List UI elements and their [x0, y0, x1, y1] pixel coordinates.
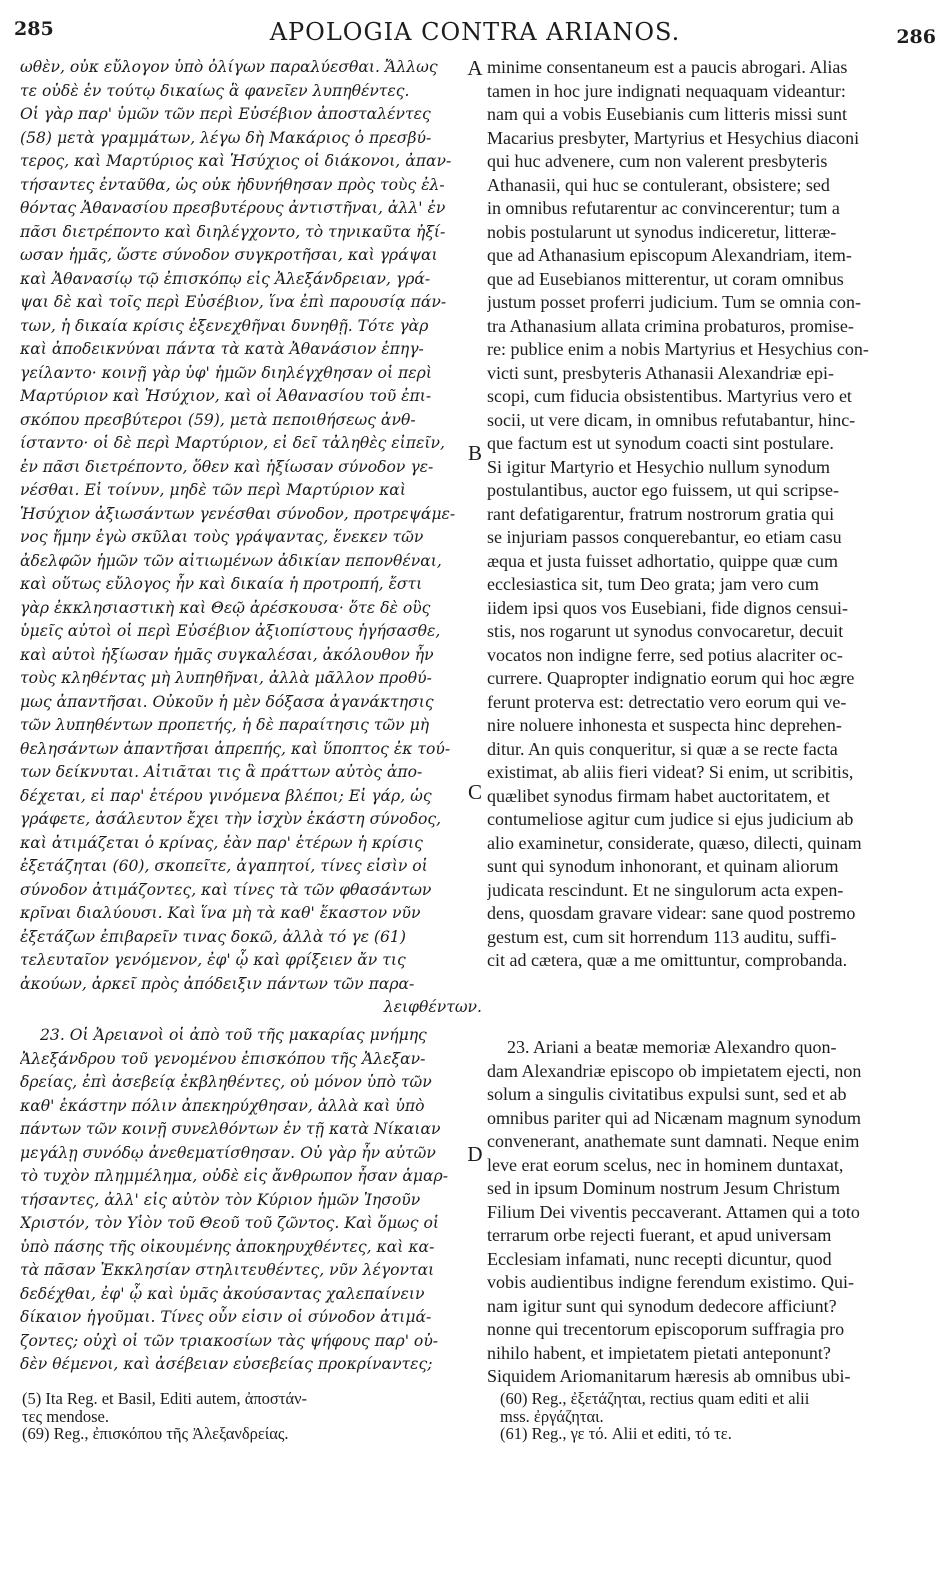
latin-text-line: Siquidem Ariomanitarum hæresis ab omnibus ubi-: [487, 1366, 851, 1386]
latin-text-line: leve erat eorum scelus, nec in hominem duntaxat,: [487, 1154, 844, 1175]
greek-text-line: των, ἡ δικαία κρίσις ἐξενεχθῆναι δυνηθῇ. Τότε γὰρ: [20, 316, 429, 335]
greek-text-line: καθ' ἑκάστην πόλιν ἀπεκηρύχθησαν, ἀλλὰ καὶ ὑπὸ: [20, 1096, 425, 1115]
greek-text-line: τήσαντες ἐνταῦθα, ὡς οὐκ ἠδυνήθησαν πρὸς τοὺς ἐλ-: [20, 175, 445, 194]
greek-text-line: καὶ αὐτοὶ ἠξίωσαν ἡμᾶς συγκαλέσαι, ἀκόλουθον ἦν: [20, 645, 434, 664]
greek-text-line: τε οὐδὲ ἐν τούτῳ δικαίως ἃ φανεῖεν λυπηθέντες.: [20, 81, 410, 100]
greek-text-line: καὶ ἀτιμάζεται ὁ κρίνας, ἐὰν παρ' ἑτέρων ἡ κρίσις: [20, 833, 423, 852]
latin-text-line: currere. Quapropter indignatio eorum qui hoc ægre: [487, 668, 855, 688]
greek-text-line: θελησάντων ἀπαντῆσαι ἀπρεπής, καὶ ὕποπτος ἐκ τού-: [20, 739, 451, 758]
latin-text-line: contumeliose agitur cum judice si ejus judicium ab: [487, 809, 854, 829]
greek-text-line: μως ἀπαντῆσαι. Οὐκοῦν ἡ μὲν δόξασα ἀγανάκτησις: [20, 692, 434, 711]
greek-text-line: ἐξετάζων ἐπιβαρεῖν τινας δοκῶ, ἀλλὰ τό γε (61): [20, 927, 406, 946]
greek-text-line: τελευταῖον γενόμενον, ἐφ' ᾧ καὶ φρίξειεν ἄν τις: [20, 951, 406, 969]
latin-text-line: omnibus pariter qui ad Nicænam magnum synodum: [487, 1107, 861, 1128]
latin-text-line: iidem ipsi quos vos Eusebiani, fide dignos censui-: [487, 597, 848, 618]
greek-text-line: Ἀλεξάνδρου τοῦ γενομένου ἐπισκόπου τῆς Ἀλεξαν-: [20, 1049, 426, 1068]
greek-text-line: των δείκνυται. Αἰτιᾶται τις ἃ πράττων αὐτὸς ἀπο-: [20, 763, 423, 781]
greek-text-line: δεδέχθαι, ἐφ' ᾧ καὶ ὑμᾶς ἀκούσαντας χαλεπαίνειν: [20, 1284, 425, 1303]
greek-text-line: μεγάλῃ συνόδῳ ἀνεθεματίσθησαν. Οὐ γὰρ ἦν αὐτῶν: [20, 1143, 436, 1162]
latin-text-line: socii, ut vere dicam, in omnibus refutabantur, hinc-: [487, 409, 856, 430]
running-title: APOLOGIA CONTRA ARIANOS.: [269, 18, 681, 46]
greek-text-line: (58) μετὰ γραμμάτων, λέγω δὴ Μακάριος ὁ πρεσβύ-: [20, 128, 432, 147]
latin-text-line: nam igitur sunt qui synodum dedecore afficiunt?: [487, 1295, 837, 1316]
greek-text-line: τοὺς κληθέντας μὴ λυπηθῆναι, ἀλλὰ μᾶλλον προθύ-: [20, 669, 432, 687]
greek-text-line: Μαρτύριον καὶ Ἡσύχιον, καὶ οἱ Ἀθανασίου τοῦ ἐπι-: [20, 387, 432, 405]
latin-text-line: nonne qui trecentorum episcoporum suffragia pro: [487, 1319, 845, 1339]
latin-text-line: vocatos non indigne ferre, sed potius alacriter oc-: [487, 644, 843, 665]
greek-text-line: ωσαν ἡμᾶς, ὥστε σύνοδον συγκροτῆσαι, καὶ γράψαι: [20, 246, 438, 264]
greek-text-line: σύνοδον ἀτιμάζοντες, καὶ τίνες τὰ τῶν φθασάντων: [20, 880, 432, 899]
latin-text-line: tamen in hoc jure indignati nequaquam videantur:: [487, 80, 846, 101]
greek-text-line: ὑπὸ πάσης τῆς οἰκουμένης ἀποκηρυχθέντες, καὶ κα-: [20, 1237, 435, 1256]
latin-text-line: 23. Ariani a beatæ memoriæ Alexandro quon-: [507, 1037, 837, 1057]
greek-text-line: 23. Οἱ Ἀρειανοὶ οἱ ἀπὸ τοῦ τῆς μακαρίας μνήμης: [40, 1026, 427, 1044]
greek-text-line: τερος, καὶ Μαρτύριος καὶ Ἡσύχιος οἱ διάκονοι, ἀπαν-: [20, 152, 452, 170]
latin-text-line: postulantibus, auctor ego fuissem, ut qui scripse-: [487, 480, 839, 500]
latin-text-line: terrarum orbe rejecti fuerant, et apud universam: [487, 1225, 832, 1245]
greek-column-top: [20, 56, 482, 1024]
latin-text-line: judicata rescindunt. Et ne singulorum acta expen-: [487, 879, 844, 900]
latin-text-line: nobis postularunt ut synodus indiceretur, litteræ-: [487, 221, 837, 242]
latin-text-line: dens, quosdam gravare videar: sane quod postremo: [487, 903, 856, 923]
margin-letter-d: D: [467, 1142, 483, 1166]
latin-text-line: gestum est, cum sit horrendum 113 auditu, suffi-: [487, 926, 837, 947]
latin-text-line: justum posset proferri judicium. Tum se omnia con-: [487, 292, 861, 312]
footnote-line: (60) Reg., ἐξετάζηται, rectius quam editi et alii: [500, 1390, 810, 1408]
greek-text-line: γὰρ ἐκκλησιαστικὴ καὶ Θεῷ ἀρέσκουσα· ὅτε δὲ οὓς: [20, 598, 431, 617]
latin-text-line: sunt qui synodum inhonorant, et quinam aliorum: [487, 856, 839, 876]
page-number-left: 285: [14, 18, 54, 40]
greek-text-line: ἀδελφῶν ἡμῶν τῶν αἰτιωμένων ἀδικίαν πεπονθέναι,: [20, 551, 442, 570]
greek-text-line: δέχεται, εἰ παρ' ἑτέρου γινόμενα βλέποι; Εἰ γάρ, ὡς: [20, 786, 432, 805]
latin-text-line: sed in ipsum Dominum nostrum Jesum Christum: [487, 1178, 841, 1198]
greek-text-line: τὸ τυχὸν πλημμέλημα, οὐδὲ εἰς ἄνθρωπον ἦσαν ἁμαρ-: [20, 1167, 448, 1185]
greek-text-line: καὶ ἀποδεικνύναι πάντα τὰ κατὰ Ἀθανάσιον ἐπηγ-: [20, 340, 424, 358]
greek-text-line: σκόπου πρεσβύτεροι (59), μετὰ πεποιθήσεως ἀνθ-: [20, 410, 416, 429]
latin-text-line: Si igitur Martyrio et Hesychio nullum synodum: [487, 456, 830, 477]
greek-text-line: τῶν λυπηθέντων προπετής, ἡ δὲ παραίτησις τῶν μὴ: [20, 716, 430, 734]
margin-letter-c: C: [467, 780, 482, 804]
greek-text-line: τὰ πᾶσαν Ἐκκλησίαν στηλιτευθέντες, νῦν λέγονται: [20, 1261, 435, 1279]
greek-text-line: Χριστόν, τὸν Υἱὸν τοῦ Θεοῦ τοῦ ζῶντος. Καὶ ὅμως οἱ: [20, 1214, 439, 1232]
latin-text-line: minime consentaneum est a paucis abrogari. Alias: [487, 57, 848, 77]
margin-letter-a: A: [467, 56, 483, 80]
latin-text-line: nihilo habent, et impietatem pietati anteponunt?: [487, 1342, 831, 1363]
greek-text-line: τήσαντες, ἀλλ' εἰς αὐτὸν τὸν Κύριον ἡμῶν Ἰησοῦν: [20, 1190, 421, 1209]
greek-text-line: ωθὲν, οὐκ εὔλογον ὑπὸ ὀλίγων παραλύεσθαι. Ἄλλως: [20, 58, 438, 76]
greek-text-line: δίκαιον ἡγοῦμαι. Τίνες οὖν εἰσιν οἱ σύνοδον ἀτιμά-: [20, 1308, 432, 1326]
latin-text-line: in omnibus refutarentur ac convincerentur; tum a: [487, 198, 840, 218]
footnote-line: mss. ἐργάζηται.: [500, 1406, 604, 1426]
footnote-line: τες mendose.: [22, 1406, 109, 1426]
latin-text-line: que ad Eusebianos mitterentur, ut coram omnibus: [487, 268, 844, 289]
page-number-right: 286: [896, 26, 936, 48]
latin-text-line: ferunt proterva est: detrectatio vero eorum qui ve-: [487, 691, 847, 712]
running-header: [14, 14, 936, 48]
greek-text-line: ἐν πᾶσι διετρέποντο, ὅθεν καὶ ἠξίωσαν σύνοδον γε-: [20, 457, 434, 476]
latin-text-line: solum a singulis civitatibus expulsi sunt, sed et ab: [487, 1084, 847, 1104]
margin-letter-b: B: [467, 441, 482, 465]
greek-text-line: νέσθαι. Εἰ τοίνυν, μηδὲ τῶν περὶ Μαρτύριον καὶ: [20, 481, 406, 499]
footnotes-left: [22, 1390, 477, 1443]
latin-column-bottom: [487, 1036, 937, 1390]
latin-text-line: victi sunt, presbyteris Athanasii Alexandriæ epi-: [487, 362, 834, 383]
greek-text-line: δρείας, ἐπὶ ἀσεβείᾳ ἐκβληθέντες, οὐ μόνον ὑπὸ τῶν: [20, 1073, 432, 1091]
latin-text-line: convenerant, anathemate sunt damnati. Neque enim: [487, 1131, 860, 1151]
greek-text-line: ὑμεῖς αὐτοὶ οἱ περὶ Εὐσέβιον ἀξιοπίστους ἡγήσασθε,: [20, 622, 441, 640]
greek-text-line: πᾶσι διετρέποντο καὶ διηλέγχοντο, τὸ τηνικαῦτα ἠξί-: [20, 222, 446, 241]
greek-text-line: καὶ Ἀθανασίῳ τῷ ἐπισκόπῳ εἰς Ἀλεξάνδρειαν, γρά-: [20, 269, 431, 288]
latin-text-line: nire noluere inhonesta et suspecta hinc deprehen-: [487, 715, 842, 735]
greek-text-line: Οἱ γὰρ παρ' ὑμῶν τῶν περὶ Εὐσέβιον ἀποσταλέντες: [20, 105, 431, 123]
latin-text-line: qui huc advenere, cum non valerent presbyteris: [487, 151, 828, 171]
latin-text-line: ecclesiastica sit, tum Deo grata; jam vero cum: [487, 574, 819, 594]
greek-text-line: κρῖναι διαλύουσι. Καὶ ἵνα μὴ τὰ καθ' ἕκαστον νῦν: [20, 904, 421, 922]
latin-text-line: Filium Dei viventis peccaverant. Attamen qui a toto: [487, 1201, 860, 1222]
greek-text-line: ἀκούων, ἀρκεῖ πρὸς ἀπόδειξιν πάντων τῶν παρα-: [20, 974, 415, 993]
latin-text-line: Athanasii, qui huc se contulerant, obsistere; sed: [487, 174, 830, 195]
greek-text-line: γράφετε, ἀσάλευτον ἔχει τὴν ἰσχὺν ἑκάστη σύνοδος,: [20, 810, 442, 828]
footnote-line: (5) Ita Reg. et Basil, Editi autem, ἀποστάν-: [22, 1390, 308, 1408]
greek-text-line: θόντας Ἀθανασίου πρεσβυτέρους ἀντιστῆναι, ἀλλ' ἐν: [20, 199, 446, 217]
footnotes-right: [500, 1390, 930, 1443]
greek-text-line: δὲν θέμενοι, καὶ ἀσέβειαν εὐσεβείας προκρίναντες;: [20, 1355, 433, 1373]
latin-text-line: tra Athanasium allata crimina probaturos, promise-: [487, 315, 854, 336]
latin-text-line: Macarius presbyter, Martyrius et Hesychius diaconi: [487, 127, 860, 148]
latin-text-line: Ecclesiam infamati, nunc recepti dicuntur, quod: [487, 1248, 832, 1269]
latin-text-line: æqua et justa fuisset adhortatio, quippe quæ cum: [487, 550, 838, 571]
latin-text-line: ditur. An quis conqueritur, si quæ a se recte facta: [487, 738, 838, 759]
greek-text-line: ζοντες; οὐχὶ οἱ τῶν τριακοσίων τὰς ψήφους παρ' οὐ-: [20, 1331, 439, 1350]
latin-column-top: [487, 56, 937, 976]
latin-text-line: quælibet synodus firmam habet auctoritatem, et: [487, 785, 830, 806]
greek-text-line: γείλαντο· κοινῇ γὰρ ὑφ' ἡμῶν διηλέγχθησαν οἱ περὶ: [20, 363, 432, 382]
footnote-line: (61) Reg., γε τό. Alii et editi, τό τε.: [500, 1424, 732, 1443]
latin-text-line: que ad Athanasium episcopum Alexandriam, item-: [487, 245, 852, 265]
latin-text-line: cit ad cætera, quæ a me omittuntur, comprobanda.: [487, 950, 848, 970]
greek-text-line: Ἡσύχιον ἀξιωσάντων γενέσθαι σύνοδον, προτρεψάμε-: [20, 504, 456, 523]
latin-text-line: dam Alexandriæ episcopo ob impietatem ejecti, non: [487, 1060, 862, 1081]
greek-text-line: ἐξετάζηται (60), σκοπεῖτε, ἀγαπητοί, τίνες εἰσὶν οἱ: [20, 857, 428, 875]
greek-text-line: ψαι δὲ καὶ τοῖς περὶ Εὐσέβιον, ἵνα ἐπὶ παρουσίᾳ πάν-: [20, 293, 447, 311]
latin-text-line: rant defatigarentur, fratrum nostrorum gratia qui: [487, 503, 835, 524]
footnote-line: (69) Reg., ἐπισκόπου τῆς Ἀλεξανδρείας.: [22, 1424, 289, 1443]
latin-text-line: se injuriam passos conquerebantur, eo etiam casu: [487, 527, 842, 547]
latin-text-line: existimat, ab aliis fieri videat? Si enim, ut scribitis,: [487, 762, 854, 782]
latin-text-line: nam qui a vobis Eusebianis cum litteris missi sunt: [487, 104, 847, 124]
latin-text-line: que factum est ut synodum coacti sint postulare.: [487, 433, 834, 453]
latin-text-line: alio examinetur, considerate, quæso, dilecti, quinam: [487, 832, 862, 853]
greek-text-line: καὶ οὕτως εὔλογος ἦν καὶ δικαία ἡ προτροπή, ἔστι: [20, 575, 423, 593]
latin-text-line: scopi, cum fiducia obsistentibus. Martyrius vero et: [487, 386, 852, 406]
greek-text-line: νος ἤμην ἐγὼ σκῦλαι τοὺς γράψαντας, ἕνεκεν τῶν: [20, 528, 424, 546]
greek-text-line: ίσταντο· οἱ δὲ περὶ Μαρτύριον, εἰ δεῖ τἀληθὲς εἰπεῖν,: [20, 434, 445, 452]
latin-text-line: stis, nos rogarunt ut synodus convocaretur, decuit: [487, 621, 844, 641]
greek-column-bottom: [20, 1024, 482, 1378]
latin-text-line: re: publice enim a nobis Martyrius et Hesychius con-: [487, 339, 869, 359]
greek-text-line: λειφθέντων.: [383, 998, 482, 1016]
greek-text-line: πάντων τῶν κοινῇ συνελθόντων ἐν τῇ κατὰ Νίκαιαν: [20, 1120, 441, 1138]
latin-text-line: vobis audientibus indigne ferendum existimo. Qui-: [487, 1272, 854, 1292]
